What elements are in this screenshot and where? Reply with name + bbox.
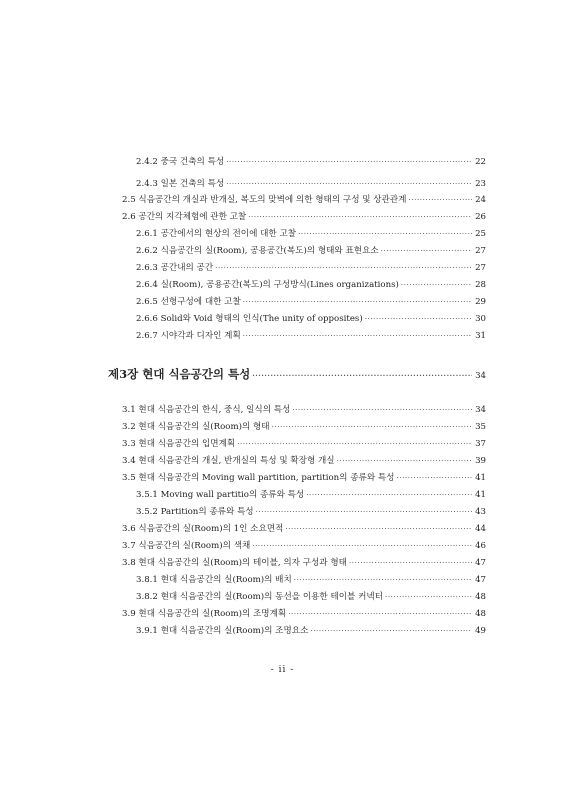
toc-entry-page: 41: [475, 490, 486, 500]
toc-entry-page: 34: [475, 371, 486, 381]
page-number: - ii -: [270, 665, 295, 675]
toc-entry-2-6-4: [136, 279, 486, 291]
toc-entry-3-6: [122, 523, 486, 535]
toc-entry-3-5-2: [136, 506, 486, 518]
toc-entry-page: 44: [475, 524, 486, 534]
toc-entry-3-5: [122, 472, 486, 484]
toc-chapter-3: [108, 367, 486, 384]
toc-entry-label: 3.7 식음공간의 실(Room)의 색채: [122, 541, 251, 551]
toc-entry-label: 2.6.7 시야각과 디자인 계획: [136, 331, 241, 341]
toc-entry-2-6-5: [136, 296, 486, 308]
toc-entry-page: 30: [475, 314, 486, 324]
toc-entry-3-9: [122, 608, 486, 620]
toc-entry-3-9-1: [136, 625, 486, 637]
toc-entry-page: 41: [475, 473, 486, 483]
toc-entry-3-4: [122, 455, 486, 467]
toc-entry-page: 29: [475, 297, 486, 307]
toc-entry-2-6-3: [136, 262, 486, 274]
toc-entry-page: 48: [475, 592, 486, 602]
toc-entry-page: 35: [475, 422, 486, 432]
toc-entry-page: 31: [475, 331, 486, 341]
toc-entry-page: 26: [475, 212, 486, 222]
toc-entry-label: 3.9.1 현대 식음공간의 실(Room)의 조명요소: [136, 626, 309, 636]
toc-entry-page: 34: [475, 405, 486, 415]
toc-entry-label: 3.1 현대 식음공간의 한식, 중식, 일식의 특성: [122, 405, 291, 415]
toc-entry-2-6: [122, 211, 486, 223]
toc-entry-label: 3.4 현대 식음공간의 개실, 반개실의 특성 및 확장형 개실: [122, 456, 335, 466]
toc-entry-page: 22: [475, 157, 486, 167]
toc-entry-label: 3.5.1 Moving wall partitio의 종류와 특성: [136, 490, 305, 500]
toc-entry-page: 43: [475, 507, 486, 517]
toc-entry-page: 47: [475, 575, 486, 585]
toc-entry-label: 2.4.2 중국 건축의 특성: [136, 157, 225, 167]
toc-entry-2-6-2: [136, 245, 486, 257]
toc-entry-3-5-1: [136, 489, 486, 501]
toc-entry-page: 37: [475, 439, 486, 449]
toc-entry-3-1: [122, 404, 486, 416]
toc-entry-3-2: [122, 421, 486, 433]
toc-entry-3-8: [122, 557, 486, 569]
toc-entry-page: 27: [475, 263, 486, 273]
toc-entry-3-3: [122, 438, 486, 450]
toc-entry-2-6-7: [136, 330, 486, 342]
toc-entry-label: 3.3 현대 식음공간의 입면계획: [122, 439, 236, 449]
toc-entry-page: 48: [475, 609, 486, 619]
toc-entry-page: 23: [475, 179, 486, 189]
toc-entry-2-6-1: [136, 228, 486, 240]
toc-entry-page: 46: [475, 541, 486, 551]
toc-entry-2-5: [122, 194, 486, 206]
toc-entry-page: 25: [475, 229, 486, 239]
toc-entry-label: 2.6.6 Solid와 Void 형태의 인식(The unity of opposites): [136, 314, 363, 324]
toc-entry-label: 3.8.2 현대 식음공간의 실(Room)의 동선을 이용한 테이블 커넥터: [136, 592, 383, 602]
toc-entry-label: 3.8 현대 식음공간의 실(Room)의 테이블, 의자 구성과 형태: [122, 558, 347, 568]
toc-entry-label: 3.9 현대 식음공간의 실(Room)의 조명계획: [122, 609, 287, 619]
toc-entry-page: 24: [475, 195, 486, 205]
toc-entry-label: 2.6.4 실(Room), 공용공간(복도)의 구성방식(Lines organizations): [136, 280, 399, 290]
toc-entry-page: 28: [475, 280, 486, 290]
toc-entry-2-4-2: [136, 156, 486, 168]
toc-entry-2-4-3: [136, 178, 486, 190]
toc-entry-label: 2.4.3 일본 건축의 특성: [136, 179, 225, 189]
toc-entry-label: 2.5 식음공간의 개실과 반개실, 복도의 맞벽에 의한 형태의 구성 및 상관관계: [122, 195, 407, 205]
toc-entry-page: 39: [475, 456, 486, 466]
toc-entry-3-8-1: [136, 574, 486, 586]
toc-entry-label: 2.6.3 공간내의 공간: [136, 263, 214, 273]
chapter-title: 제3장 현대 식음공간의 특성: [108, 367, 251, 381]
toc-entry-label: 3.6 식음공간의 실(Room)의 1인 소요면적: [122, 524, 284, 534]
toc-entry-3-8-2: [136, 591, 486, 603]
toc-entry-2-6-6: [136, 313, 486, 325]
toc-entry-label: 3.5.2 Partition의 종류와 특성: [136, 507, 254, 517]
toc-entry-label: 2.6.2 식음공간의 실(Room), 공용공간(복도)의 형태와 표현요소: [136, 246, 379, 256]
toc-entry-label: 2.6.5 선형구성에 대한 고찰: [136, 297, 241, 307]
toc-entry-label: 2.6.1 공간에서의 현상의 전이에 대한 고찰: [136, 229, 297, 239]
toc-entry-page: 27: [475, 246, 486, 256]
toc-entry-page: 49: [475, 626, 486, 636]
toc-entry-label: 2.6 공간의 지각체험에 관한 고찰: [122, 212, 247, 222]
toc-entry-label: 3.2 현대 식음공간의 실(Room)의 형태: [122, 422, 270, 432]
toc-entry-3-7: [122, 540, 486, 552]
toc-entry-label: 3.5 현대 식음공간의 Moving wall partition, partition의 종류와 특성: [122, 473, 395, 483]
toc-entry-label: 3.8.1 현대 식음공간의 실(Room)의 배치: [136, 575, 292, 585]
toc-entry-page: 47: [475, 558, 486, 568]
